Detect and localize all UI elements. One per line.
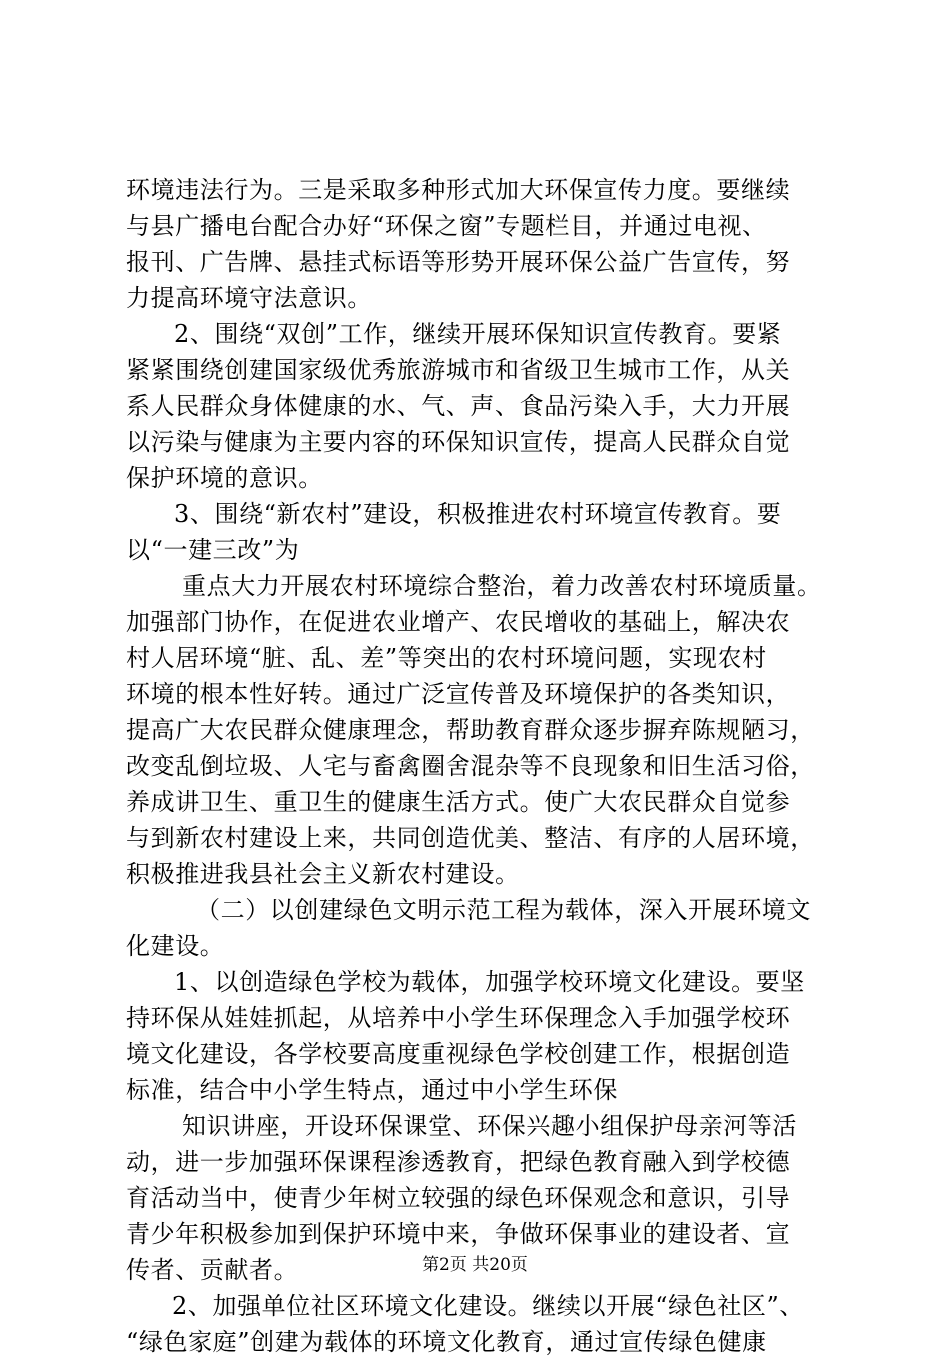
text-line: 知识讲座，开设环保课堂、环保兴趣小组保护母亲河等活 (182, 1112, 797, 1140)
text-line: 保护环境的意识。 (126, 464, 323, 492)
text-line: 加强部门协作，在促进农业增产、农民增收的基础上，解决农 (126, 608, 791, 636)
text-line: 积极推进我县社会主义新农村建设。 (126, 860, 520, 888)
text-line: 重点大力开展农村环境综合整治，着力改善农村环境质量。 (182, 572, 822, 600)
text-line: 动，进一步加强环保课程渗透教育，把绿色教育融入到学校德 (126, 1148, 791, 1176)
text-line: 紧紧围绕创建国家级优秀旅游城市和省级卫生城市工作，从关 (126, 356, 791, 384)
text-line: 改变乱倒垃圾、人宅与畜禽圈舍混杂等不良现象和旧生活习俗， (126, 752, 815, 780)
text-line: 力提高环境守法意识。 (126, 284, 372, 312)
text-line: 2、围绕“双创”工作，继续开展环保知识宣传教育。要紧 (174, 320, 782, 348)
text-line: 以污染与健康为主要内容的环保知识宣传，提高人民群众自觉 (126, 428, 791, 456)
page-number-footer: 第2页 共20页 (422, 1255, 528, 1275)
text-line: 持环保从娃娃抓起，从培养中小学生环保理念入手加强学校环 (126, 1004, 791, 1032)
text-line: 与到新农村建设上来，共同创造优美、整洁、有序的人居环境， (126, 824, 815, 852)
text-line: 养成讲卫生、重卫生的健康生活方式。使广大农民群众自觉参 (126, 788, 791, 816)
text-line: 环境的根本性好转。通过广泛宣传普及环境保护的各类知识， (126, 680, 791, 708)
text-line: 3、围绕“新农村”建设，积极推进农村环境宣传教育。要 (174, 500, 782, 528)
text-line: 化建设。 (126, 932, 225, 960)
text-line: 传者、贡献者。 (126, 1256, 299, 1284)
text-line: 1、以创造绿色学校为载体，加强学校环境文化建设。要坚 (174, 968, 805, 996)
document-body (126, 172, 826, 1360)
text-line: 以“一建三改”为 (126, 536, 300, 564)
section-heading: （二）以创建绿色文明示范工程为载体，深入开展环境文 (196, 896, 811, 924)
text-line: 2、加强单位社区环境文化建设。继续以开展“绿色社区”、 (172, 1292, 805, 1320)
text-line: 育活动当中，使青少年树立较强的绿色环保观念和意识，引导 (126, 1184, 791, 1212)
text-line: 标准，结合中小学生特点，通过中小学生环保 (126, 1076, 618, 1104)
text-line: 报刊、广告牌、悬挂式标语等形势开展环保公益广告宣传，努 (126, 248, 791, 276)
text-line: 与县广播电台配合办好“环保之窗”专题栏目，并通过电视、 (126, 212, 767, 240)
text-line: 提高广大农民群众健康理念，帮助教育群众逐步摒弃陈规陋习， (126, 716, 815, 744)
text-line: 青少年积极参加到保护环境中来，争做环保事业的建设者、宣 (126, 1220, 791, 1248)
text-line: 系人民群众身体健康的水、气、声、食品污染入手，大力开展 (126, 392, 791, 420)
text-line: “绿色家庭”创建为载体的环境文化教育，通过宣传绿色健康 (126, 1328, 767, 1356)
text-line: 村人居环境“脏、乱、差”等突出的农村环境问题，实现农村 (126, 644, 767, 672)
text-line: 环境违法行为。三是采取多种形式加大环保宣传力度。要继续 (126, 176, 791, 204)
text-line: 境文化建设，各学校要高度重视绿色学校创建工作，根据创造 (126, 1040, 791, 1068)
